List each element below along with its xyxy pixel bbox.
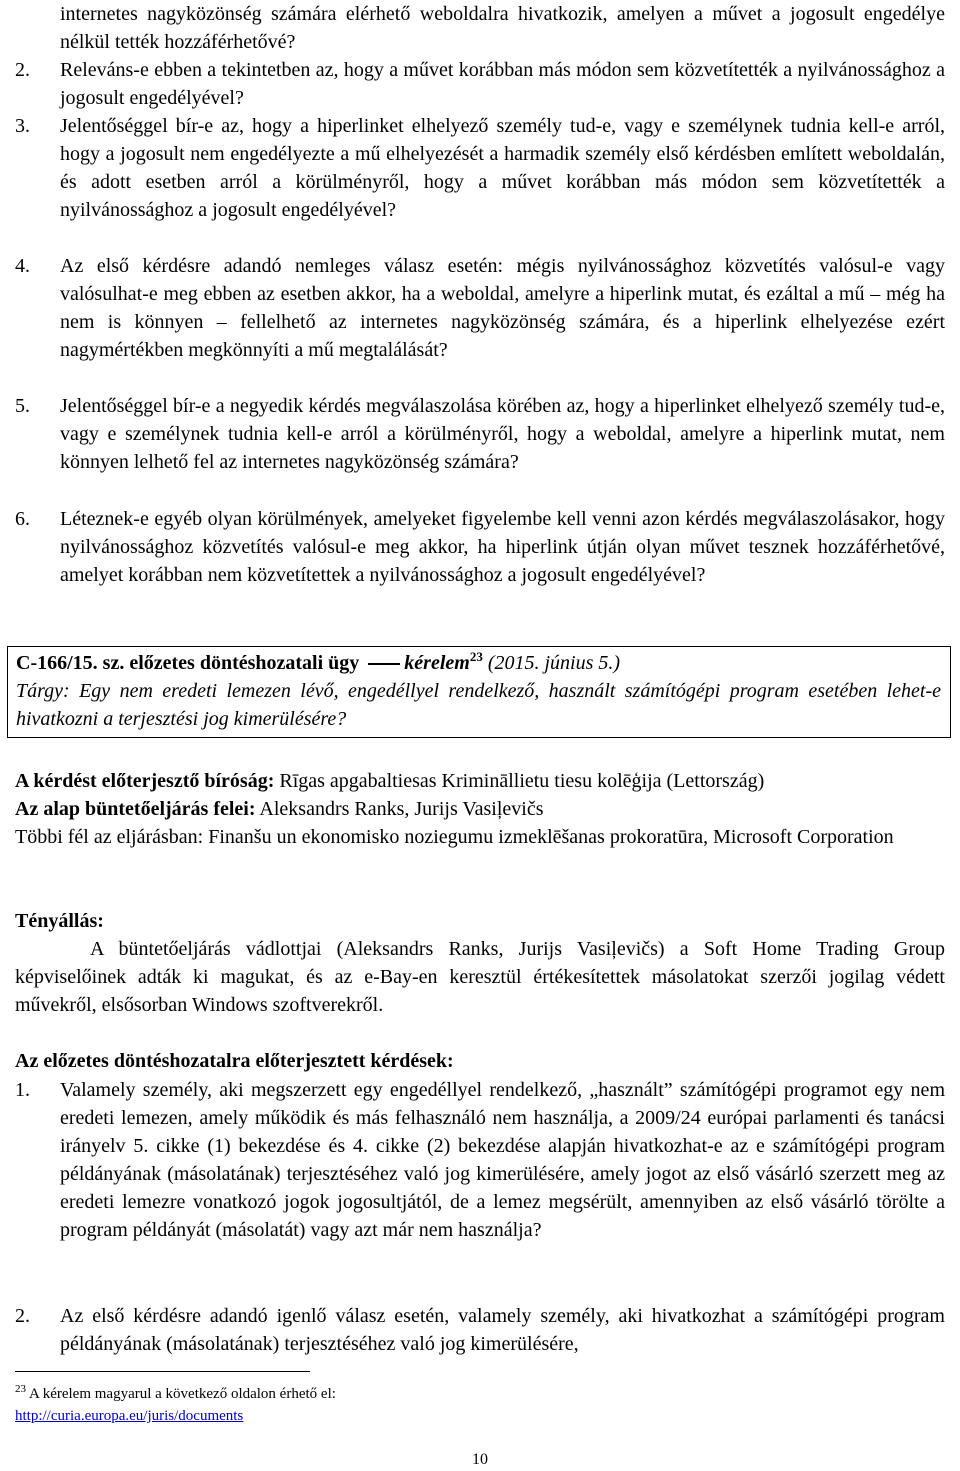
question-number: 1. — [15, 1079, 30, 1101]
facts-text: A büntetőeljárás vádlottjai (Aleksandrs Ranks, Jurijs Vasiļevičs) a Soft Home Trading Group képviselőinek adták ki magukat, és az e-Bay-en keresztül értékesítettek másolatokat szerzői jogilag védett művekről, elsősorban Windows szoftverekről. — [15, 938, 945, 1016]
prev-question-3 — [15, 112, 945, 224]
question-number: 5. — [15, 395, 30, 417]
main-parties-value: Aleksandrs Ranks, Jurijs Vasiļevičs — [259, 798, 544, 820]
case-subject: Tárgy: Egy nem eredeti lemezen lévő, engedéllyel rendelkező, használt számítógépi program esetében lehet-e hivatkozni a terjesztési jog kimerülésére? — [16, 680, 941, 730]
main-parties-label: Az alap büntetőeljárás felei: — [15, 798, 256, 820]
prev-question-4 — [15, 252, 945, 364]
prev-question-5 — [15, 392, 945, 476]
question-1 — [15, 1076, 945, 1244]
other-parties: Többi fél az eljárásban: Finanšu un ekonomisko noziegumu izmeklēšanas prokoratūra, Microsoft Corporation — [15, 826, 894, 848]
prev-question-2 — [15, 56, 945, 112]
page-number: 10 — [472, 1451, 488, 1468]
case-number: C-166/15. sz. előzetes döntéshozatali ügy — [16, 652, 360, 674]
footnote-separator — [15, 1371, 310, 1372]
question-number: 2. — [15, 1305, 30, 1327]
footnote — [15, 1383, 336, 1427]
case-header-box — [7, 646, 951, 738]
court-label: A kérdést előterjesztő bíróság: — [15, 770, 275, 792]
question-text: Releváns-e ebben a tekintetben az, hogy a művet korábban más módon sem közvetítették a nyilvánossághoz a jogosult engedélyével? — [60, 59, 945, 109]
footnote-number: 23 — [15, 1383, 26, 1395]
continuation-paragraph: internetes nagyközönség számára elérhető weboldalra hivatkozik, amelyen a művet a jogosult engedélye nélkül tették hozzáférhetővé? — [60, 3, 945, 53]
footnote-text: A kérelem magyarul a következő oldalon érhető el: — [28, 1386, 336, 1402]
question-text: Az első kérdésre adandó nemleges válasz esetén: mégis nyilvánossághoz közvetítés valósul-e vagy valósulhat-e meg ebben az esetben akkor, ha a weboldal, amelyre a hiperlink mutat, és ezáltal a mű – még ha nem is könnyen – fellelhető az internetes nagyközönség számára, és a hiperlink elhelyezése ezért nagymértékben megkönnyíti a mű megtalálását? — [60, 255, 945, 361]
question-text: Valamely személy, aki megszerzett egy engedéllyel rendelkező, „használt” számítógépi programot egy nem eredeti lemezen, amely működik és más felhasználó nem használja, a 2009/24 európai parlamenti és tanácsi irányelv 5. cikke (1) bekezdése és 4. cikke (2) bekezdése alapján hivatkozhat-e az e számítógépi program példányának (másolatának) terjesztéséhez való jog kimerülésére, amely jogot az első vásárló szerzett meg az eredeti lemezre vonatkozó jogok jogosultjától, de a lemez megsérült, amennyiben az első vásárló törölte a program példányát (másolatát) vagy azt már nem használja? — [60, 1079, 945, 1241]
question-number: 2. — [15, 59, 30, 81]
case-kerelem: kérelem — [404, 652, 470, 674]
case-title — [16, 649, 950, 677]
footnote-link[interactable]: http://curia.europa.eu/juris/documents — [15, 1408, 244, 1424]
parties-block — [15, 767, 945, 851]
question-text: Jelentőséggel bír-e a negyedik kérdés megválaszolása körében az, hogy a hiperlinket elhelyező személy tud-e, vagy e személynek tudnia kell-e arról a körülményről, hogy a weboldal, amelyre a hiperlink mutat, nem könnyen lelhető fel az internetes nagyközönség számára? — [60, 395, 945, 473]
question-text: Az első kérdésre adandó igenlő válasz esetén, valamely személy, aki hivatkozhat a számítógépi program példányának (másolatának) terjesztéséhez való jog kimerülésére, — [60, 1305, 945, 1355]
question-number: 3. — [15, 115, 30, 137]
facts-heading: Tényállás: — [15, 910, 104, 932]
footnote-ref: 23 — [469, 649, 483, 664]
question-number: 4. — [15, 255, 30, 277]
prev-question-6 — [15, 505, 945, 589]
court-value: Rīgas apgabaltiesas Krimināllietu tiesu kolēģija (Lettország) — [279, 770, 765, 792]
main-parties — [15, 795, 945, 823]
case-date: (2015. június 5.) — [487, 652, 621, 674]
question-2 — [15, 1302, 945, 1358]
question-text: Jelentőséggel bír-e az, hogy a hiperlinket elhelyező személy tud-e, vagy e személynek tudnia kell-e arról, hogy a jogosult nem engedélyezte a mű elhelyezését a harmadik személy első kérdésben említett weboldalán, és adott esetben arról a körülményről, hogy a művet korábban más módon sem közvetítették a nyilvánossághoz a jogosult engedélyével? — [60, 115, 945, 221]
question-text: Léteznek-e egyéb olyan körülmények, amelyeket figyelembe kell venni azon kérdés megválaszolásakor, hogy nyilvánossághoz közvetítés valósul-e meg akkor, ha hiperlink útján olyan művet tesznek hozzáférhetővé, amelyet korábban nem közvetítettek a nyilvánossághoz a jogosult engedélyével? — [60, 508, 945, 586]
referring-court — [15, 767, 945, 795]
questions-heading: Az előzetes döntéshozatalra előterjesztett kérdések: — [15, 1050, 454, 1072]
facts-block — [15, 907, 945, 1019]
title-dash — [368, 663, 400, 665]
question-number: 6. — [15, 508, 30, 530]
